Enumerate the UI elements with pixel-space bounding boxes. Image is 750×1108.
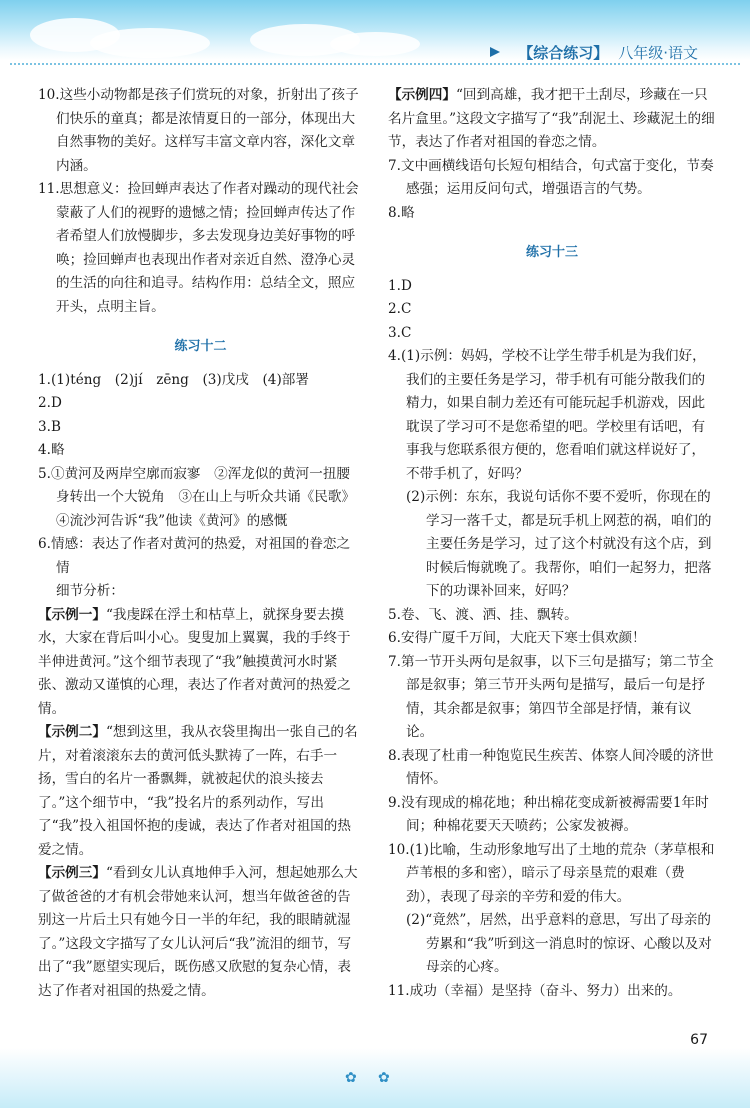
header-divider [10,63,740,65]
example-text: “回到高雄，我才把干土刮尽，珍藏在一只名片盒里。”这段文字描写了“我”刮泥土、珍藏泥土的细节，表达了作者对祖国的眷恋之情。 [388,87,715,150]
grade-subject-label: 八年级·语文 [618,44,698,62]
page-number: 67 [690,1032,708,1048]
page-header-title [518,42,698,63]
arrow-icon [490,47,500,57]
example-tag: 【示例四】 [388,87,456,103]
answer-item: 11.思想意义：捡回蝉声表达了作者对躁动的现代社会蒙蔽了人们的视野的遗憾之情；捡回蝉声传达了作者希望人们放慢脚步，多去发现身边美好事物的呼唤；捡回蝉声也表现出作者对亲近自然、澄净心灵的生活的向往和追寻。结构作用：总结全文，照应开头，点明主旨。 [38,181,359,315]
footer-band [0,1048,750,1108]
answer-item: 10.这些小动物都是孩子们赏玩的对象，折射出了孩子们快乐的童真；都是浓情夏日的一部分，体现出大自然事物的美好。这样写丰富文章内容，深化文章内涵。 [38,87,359,174]
answer-item: 6.情感：表达了作者对黄河的热爱，对祖国的眷恋之情 [38,536,351,576]
answer-item: 2.D [38,395,62,411]
answer-item: 8.表现了杜甫一种饱览民生疾苦、体察人间冷暖的济世情怀。 [388,747,714,787]
flower-icon: ✿ [345,1070,357,1086]
answer-item: 1.D [388,277,412,294]
example-tag: 【示例一】 [38,606,106,623]
detail-label: 细节分析： [56,583,124,599]
example-text: “想到这里，我从衣袋里掏出一张自己的名片，对着滚滚东去的黄河低头默祷了一阵，右手一扬，雪白的名片一番飘舞，就被起伏的浪头接去了。”这个细节中，“我”投名片的系列动作，写出了“我”投入祖国怀抱的虔诚，表达了作者对祖国的热爱之情。 [38,724,358,858]
answer-item: 3.C [388,324,412,341]
example-paragraph [38,862,363,1003]
left-column [38,84,363,1003]
example-text: “我虔踩在浮土和枯草上，就探身要去摸水，大家在背后叫小心。叟叟加上翼翼，我的手终于半伸进黄河。”这个细节表现了“我”触摸黄河水时紧张、激动又谨慎的心理，表达了作者对黄河的热爱之情。 [38,606,351,717]
answer-item: 7.文中画横线语句长短句相结合，句式富于变化，节奏感强；运用反问句式，增强语言的气势。 [388,157,714,197]
section-heading: 练习十三 [525,245,578,260]
answer-item: 10.(1)比喻，生动形象地写出了土地的荒杂（茅草根和芦苇根的多和密），暗示了母亲垦荒的艰难（费劲），表现了母亲的辛劳和爱的伟大。 [388,841,715,905]
answer-item: 2.C [388,301,412,317]
example-paragraph [388,84,716,155]
answer-item: 4.略 [38,442,65,458]
answer-item: 5.①黄河及两岸空廓而寂寥 ②浑龙似的黄河一扭腰身转出一个大锐角 ③在山上与听众共诵《民歌》 ④流沙河告诉“我”他读《黄河》的感慨 [38,465,362,529]
example-tag: 【示例三】 [38,865,106,881]
example-paragraph [38,604,363,722]
right-column [388,84,716,1003]
answer-item: 3.B [38,418,61,435]
answer-item: 4.(1)示例：妈妈，学校不让学生带手机是为我们好，我们的主要任务是学习，带手机有可能分散我们的精力，如果自制力差还有可能玩起手机游戏，因此耽误了学习可不是您希望的吧。学校里有话吧，有事我与您联系很方便的，您看咱们就这样说好了，不带手机了，好吗？ [388,348,706,482]
flower-icon: ✿ [378,1070,390,1086]
answer-item: (2)示例：东东，我说句话你不要不爱听，你现在的学习一落千丈，都是玩手机上网惹的祸，咱们的主要任务是学习，过了这个村就没有这个店，到时候后悔就晚了。我帮你，咱们一起努力，把落下的功课补回来，好吗？ [406,489,712,599]
section-label: 【综合练习】 [518,44,609,62]
answer-item: (2)“竟然”，居然，出乎意料的意思，写出了母亲的劳累和“我”听到这一消息时的惊讶、心酸以及对母亲的心疼。 [406,912,712,975]
example-paragraph [38,721,363,862]
answer-item: 1.(1)téng (2)jí zēng (3)戊戌 (4)部署 [38,371,309,388]
answer-item: 7.第一节开头两句是叙事，以下三句是描写；第二节全部是叙事；第三节开头两句是描写，最后一句是抒情，其余都是叙事；第四节全部是抒情，兼有议论。 [388,653,714,740]
section-heading: 练习十二 [174,339,227,354]
example-tag: 【示例二】 [38,724,106,740]
answer-item: 5.卷、飞、渡、洒、挂、飘转。 [388,606,578,623]
example-text: “看到女儿认真地伸手入河，想起她那么大了做爸爸的才有机会带她来认河，想当年做爸爸的告别这一片后土只有她今日一半的年纪，我的眼睛就湿了。”这段文字描写了女儿认河后“我”流泪的细节，写出了“我”愿望实现后，既伤感又欣慰的复杂心情，表达了作者对祖国的热爱之情。 [38,865,358,999]
answer-item: 9.没有现成的棉花地；种出棉花变成新被褥需要1年时间；种棉花要天天喷药；公家发被褥。 [388,794,709,834]
answer-item: 8.略 [388,204,415,221]
cloud-decoration [330,32,420,56]
answer-item: 11.成功（幸福）是坚持（奋斗、努力）出来的。 [388,982,682,999]
answer-item: 6.安得广厦千万间，大庇天下寒士俱欢颜！ [388,630,646,646]
cloud-decoration [90,28,210,58]
